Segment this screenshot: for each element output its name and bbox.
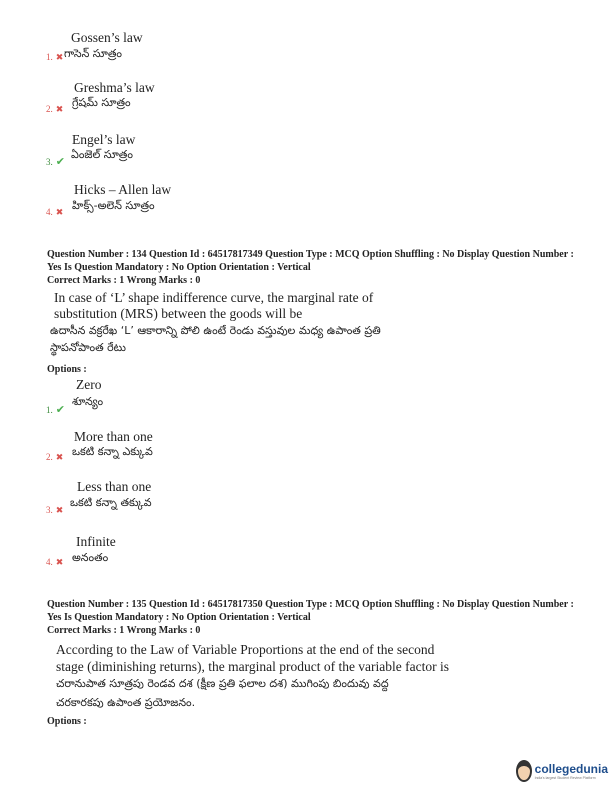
question-marks: Correct Marks : 1 Wrong Marks : 0 [47, 275, 201, 286]
option-1-text-te: గాసెన్ సూత్రం [64, 47, 123, 60]
option-3-number: 3. ✖ [46, 505, 64, 515]
option-4-text-te: అనంతం [72, 551, 109, 564]
brand-name: collegedunia [534, 762, 608, 776]
wrong-icon: ✖ [55, 505, 64, 515]
wrong-icon: ✖ [55, 207, 64, 217]
question-text-te: చరకారకపు ఉపాంత ప్రయోజనం. [56, 696, 196, 709]
wrong-icon: ✖ [55, 557, 64, 567]
question-text: In case of ‘L’ shape indifference curve, the marginal rate of [54, 290, 374, 305]
option-2-text-te: ఒకటి కన్నా ఎక్కువ [72, 445, 153, 458]
option-2-text-en: Greshma’s law [74, 80, 155, 95]
question-text: substitution (MRS) between the goods will be [54, 306, 303, 321]
question-header-cont: Yes Is Question Mandatory : No Option Orientation : Vertical [47, 262, 311, 273]
question-text-te: చరానుపాత సూత్రపు రెండవ దశ (క్షీణ ప్రతి ఫలాల దశ) ముగింపు బిందువు వద్ద [56, 677, 389, 690]
option-4-text-te: హిక్స్-అలెన్ సూత్రం [72, 199, 155, 212]
collegedunia-watermark [516, 756, 608, 786]
wrong-icon: ✖ [55, 104, 64, 114]
option-1-text-en: Gossen’s law [71, 30, 143, 45]
option-3-number: 3. ✔ [46, 156, 65, 168]
option-2-text-en: More than one [74, 429, 153, 444]
options-label: Options : [47, 364, 87, 375]
options-label: Options : [47, 716, 87, 727]
option-1-text-te: శూన్యం [72, 395, 104, 408]
option-4-number: 4. ✖ [46, 557, 64, 567]
mascot-icon [516, 760, 532, 782]
option-1-text-en: Zero [76, 377, 102, 392]
question-header-cont: Yes Is Question Mandatory : No Option Orientation : Vertical [47, 612, 311, 623]
question-header: Question Number : 134 Question Id : 64517817349 Question Type : MCQ Option Shuffling : No Display Question Number : [47, 249, 574, 260]
question-text-te: స్థాపనోపాంత రేటు [50, 341, 126, 354]
option-4-number: 4. ✖ [46, 207, 64, 217]
option-3-text-en: Less than one [77, 479, 152, 494]
option-4-text-en: Hicks – Allen law [74, 182, 172, 197]
option-3-text-te: ఒకటి కన్నా తక్కువ [70, 496, 152, 509]
brand-tagline: India's largest Student Review Platform [534, 776, 596, 780]
question-text: stage (diminishing returns), the marginal product of the variable factor is [56, 659, 450, 674]
option-2-number: 2. ✖ [46, 104, 64, 114]
wrong-icon: ✖ [55, 452, 64, 462]
check-icon: ✔ [55, 404, 65, 416]
question-text-te: ఉదాసీన వక్రరేఖ ‘L’ ఆకారాన్ని పోలి ఉంటే రెండు వస్తువుల మధ్య ఉపాంత ప్రతి [50, 324, 381, 337]
check-icon: ✔ [55, 156, 65, 168]
wrong-icon: ✖ [55, 52, 64, 62]
option-2-text-te: గ్రేషమ్ సూత్రం [72, 96, 131, 109]
option-3-text-en: Engel’s law [72, 132, 136, 147]
option-3-text-te: ఏంజెల్ సూత్రం [71, 148, 133, 161]
option-1-number: 1. ✖ [46, 52, 64, 62]
option-1-number: 1. ✔ [46, 404, 65, 416]
option-4-text-en: Infinite [76, 534, 116, 549]
question-marks: Correct Marks : 1 Wrong Marks : 0 [47, 625, 201, 636]
question-header: Question Number : 135 Question Id : 64517817350 Question Type : MCQ Option Shuffling : No Display Question Number : [47, 599, 574, 610]
question-text: According to the Law of Variable Proportions at the end of the second [56, 642, 435, 657]
option-2-number: 2. ✖ [46, 452, 64, 462]
